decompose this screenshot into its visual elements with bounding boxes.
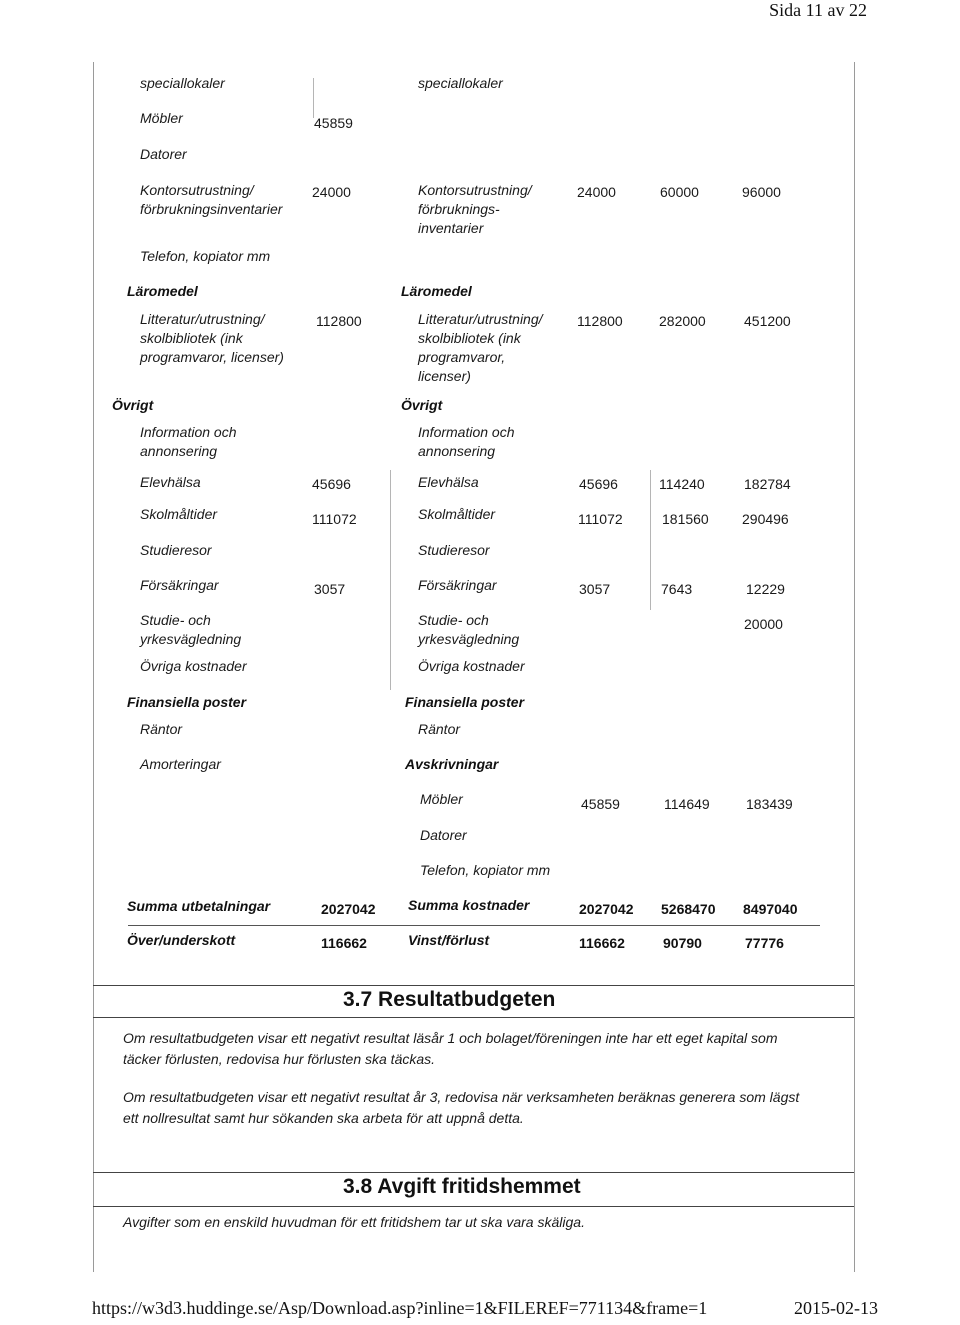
left-over-value: 116662 (321, 935, 367, 951)
right-section-heading: Läromedel (401, 283, 472, 299)
right-row-label: Kontorsutrustning/ förbruknings- inventarier (418, 182, 532, 236)
page-number: Sida 11 av 22 (769, 0, 867, 20)
right-row-label: Övriga kostnader (418, 658, 525, 674)
left-section-heading: Finansiella poster (127, 694, 247, 710)
left-row-label: Räntor (140, 721, 183, 737)
right-value-year3: 182784 (744, 476, 791, 492)
section-heading: 3.8 Avgift fritidshemmet (343, 1175, 581, 1198)
section-rule (93, 1172, 854, 1173)
section-rule (93, 1206, 854, 1207)
right-summa-year2: 5268470 (661, 901, 716, 917)
right-row-label: Telefon, kopiator mm (420, 862, 551, 878)
right-row-label: speciallokaler (418, 75, 503, 91)
column-divider (650, 470, 651, 610)
left-row-label: speciallokaler (140, 75, 225, 91)
right-section-heading: Finansiella poster (405, 694, 525, 710)
right-value-year1: 3057 (579, 581, 611, 597)
left-row-value: 111072 (312, 511, 357, 527)
section-paragraph: Om resultatbudgeten visar ett negativt resultat läsår 1 och bolaget/föreningen inte har ett eget kapital som täcker förlusten, redovisa hur förlusten ska täckas. (123, 1030, 778, 1067)
right-row-label: Elevhälsa (418, 474, 479, 490)
right-value-year3: 451200 (744, 313, 791, 329)
left-section-heading: Övrigt (112, 397, 154, 413)
column-divider (390, 470, 391, 690)
right-value-year1: 24000 (577, 184, 616, 200)
left-row-label: Information och annonsering (140, 424, 237, 459)
column-divider (313, 78, 314, 118)
right-vinst-year3: 77776 (745, 935, 784, 951)
table-bottom-rule (128, 925, 820, 926)
left-row-label: Övriga kostnader (140, 658, 247, 674)
right-row-label: Räntor (418, 721, 461, 737)
right-value-year2: 7643 (661, 581, 693, 597)
left-row-label: Kontorsutrustning/ förbrukningsinventarier (140, 182, 283, 217)
right-value-year1: 112800 (577, 313, 623, 329)
left-row-label: Studieresor (140, 542, 212, 558)
frame-right-line (854, 62, 855, 1272)
right-row-label: Möbler (420, 791, 463, 807)
right-row-label: Studie- och yrkesvägledning (418, 612, 520, 647)
section-rule (93, 985, 854, 986)
left-row-value: 3057 (314, 581, 346, 597)
right-value-year3: 20000 (744, 616, 783, 632)
left-row-label: Skolmåltider (140, 506, 218, 522)
right-value-year2: 181560 (662, 511, 709, 527)
right-row-label: Skolmåltider (418, 506, 496, 522)
right-value-year3: 96000 (742, 184, 781, 200)
right-row-label: Information och annonsering (418, 424, 515, 459)
right-vinst-year1: 116662 (579, 935, 625, 951)
right-vinst-year2: 90790 (663, 935, 702, 951)
right-summa-year3: 8497040 (743, 901, 798, 917)
section-heading: 3.7 Resultatbudgeten (343, 988, 556, 1011)
left-row-label: Litteratur/utrustning/ skolbibliotek (ink programvaror, licenser) (140, 311, 284, 365)
right-section-heading: Övrigt (401, 397, 443, 413)
section-rule (93, 1017, 854, 1018)
right-value-year2: 114240 (659, 476, 705, 492)
left-summa-value: 2027042 (321, 901, 376, 917)
right-value-year1: 111072 (578, 511, 623, 527)
section-paragraph: Avgifter som en enskild huvudman för ett fritidshem tar ut ska vara skäliga. (123, 1214, 585, 1230)
section-paragraph: Om resultatbudgeten visar ett negativt resultat år 3, redovisa när verksamheten beräknas generera som lägst ett nollresultat samt hur sökanden ska arbeta för att uppnå detta. (123, 1089, 800, 1126)
left-summa-label: Summa utbetalningar (127, 898, 271, 914)
left-row-value: 45859 (314, 115, 353, 131)
left-row-label: Amorteringar (140, 756, 221, 772)
left-row-value: 45696 (312, 476, 351, 492)
right-value-year3: 12229 (746, 581, 785, 597)
left-row-value: 24000 (312, 184, 351, 200)
right-row-label: Studieresor (418, 542, 490, 558)
left-over-label: Över/underskott (127, 932, 236, 948)
right-value-year2: 60000 (660, 184, 699, 200)
frame-left-line (93, 62, 94, 1272)
right-value-year1: 45696 (579, 476, 618, 492)
right-summa-label: Summa kostnader (408, 897, 530, 913)
left-row-label: Möbler (140, 110, 183, 126)
left-row-label: Datorer (140, 146, 187, 162)
left-row-label: Försäkringar (140, 577, 219, 593)
left-row-label: Studie- och yrkesvägledning (140, 612, 242, 647)
right-value-year2: 114649 (664, 796, 710, 812)
left-row-label: Elevhälsa (140, 474, 201, 490)
right-summa-year1: 2027042 (579, 901, 634, 917)
footer-date: 2015-02-13 (794, 1298, 878, 1318)
right-row-label: Datorer (420, 827, 467, 843)
footer-url: https://w3d3.huddinge.se/Asp/Download.asp?inline=1&FILEREF=771134&frame=1 (92, 1298, 708, 1318)
right-value-year2: 282000 (659, 313, 706, 329)
right-row-label: Litteratur/utrustning/ skolbibliotek (ink programvaror, licenser) (418, 311, 543, 384)
right-vinst-label: Vinst/förlust (408, 932, 490, 948)
left-section-heading: Läromedel (127, 283, 198, 299)
right-value-year3: 290496 (742, 511, 789, 527)
left-row-value: 112800 (316, 313, 362, 329)
right-value-year1: 45859 (581, 796, 620, 812)
right-row-label: Försäkringar (418, 577, 497, 593)
right-value-year3: 183439 (746, 796, 793, 812)
right-section-heading: Avskrivningar (405, 756, 499, 772)
left-row-label: Telefon, kopiator mm (140, 248, 271, 264)
